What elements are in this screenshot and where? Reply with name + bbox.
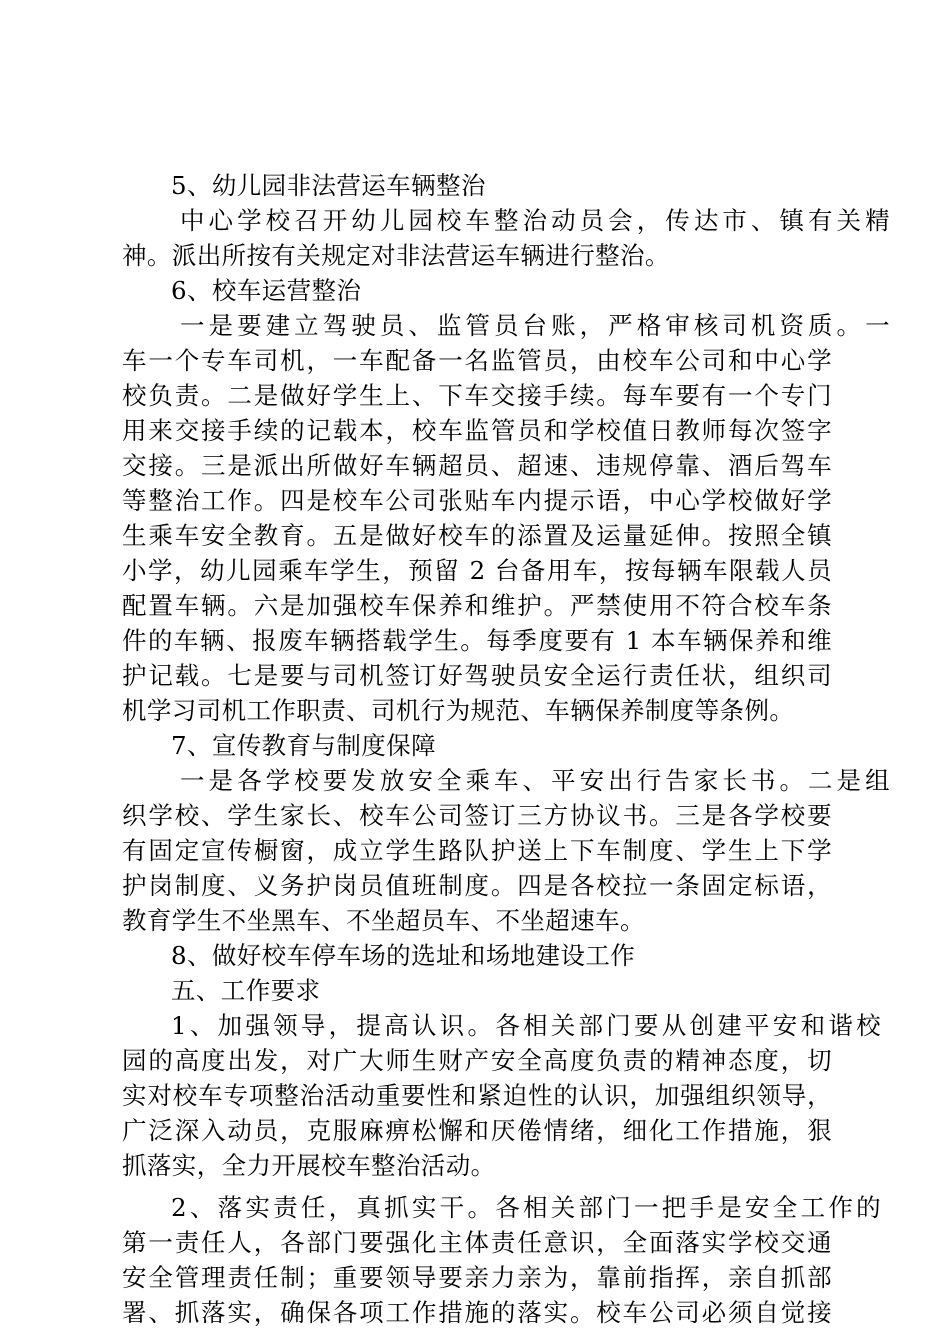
- paragraph-line: 中心学校召开幼儿园校车整治动员会，传达市、镇有关精: [180, 206, 890, 235]
- paragraph-line: 广泛深入动员，克服麻痹松懈和厌倦情绪，细化工作措施，狠: [122, 1116, 832, 1145]
- paragraph-line: 护岗制度、义务护岗员值班制度。四是各校拉一条固定标语，: [122, 871, 832, 900]
- paragraph-line: 2、落实责任，真抓实干。各相关部门一把手是安全工作的: [171, 1193, 881, 1222]
- paragraph-line: 署、抓落实，确保各项工作措施的落实。校车公司必须自觉接: [122, 1298, 832, 1327]
- heading-8: 8、做好校车停车场的选址和场地建设工作: [171, 941, 636, 970]
- heading-7: 7、宣传教育与制度保障: [171, 731, 436, 760]
- heading-6: 6、校车运营整治: [171, 276, 362, 305]
- paragraph-line: 园的高度出发，对广大师生财产安全高度负责的精神态度，切: [122, 1046, 832, 1075]
- paragraph-line: 一是要建立驾驶员、监管员台账，严格审核司机资质。一: [180, 311, 890, 340]
- heading-5: 5、幼儿园非法营运车辆整治: [171, 171, 486, 200]
- paragraph-line: 等整治工作。四是校车公司张贴车内提示语，中心学校做好学: [122, 486, 832, 515]
- paragraph-line: 件的车辆、报废车辆搭载学生。每季度要有 1 本车辆保养和维: [122, 626, 832, 655]
- section-heading-work-requirements: 五、工作要求: [171, 976, 321, 1005]
- paragraph-line: 有固定宣传橱窗，成立学生路队护送上下车制度、学生上下学: [122, 836, 832, 865]
- paragraph-line: 校负责。二是做好学生上、下车交接手续。每车要有一个专门: [122, 381, 832, 410]
- paragraph-line: 生乘车安全教育。五是做好校车的添置及运量延伸。按照全镇: [122, 521, 832, 550]
- paragraph-line: 1、加强领导，提高认识。各相关部门要从创建平安和谐校: [171, 1011, 881, 1040]
- paragraph-line: 一是各学校要发放安全乘车、平安出行告家长书。二是组: [180, 766, 890, 795]
- paragraph-line: 抓落实，全力开展校车整治活动。: [122, 1151, 496, 1180]
- paragraph-line: 安全管理责任制；重要领导要亲力亲为，靠前指挥，亲自抓部: [122, 1263, 832, 1292]
- paragraph-line: 第一责任人，各部门要强化主体责任意识，全面落实学校交通: [122, 1228, 832, 1257]
- paragraph-line: 神。派出所按有关规定对非法营运车辆进行整治。: [122, 241, 670, 270]
- paragraph-line: 教育学生不坐黑车、不坐超员车、不坐超速车。: [122, 906, 645, 935]
- paragraph-line: 配置车辆。六是加强校车保养和维护。严禁使用不符合校车条: [122, 591, 832, 620]
- paragraph-line: 车一个专车司机，一车配备一名监管员，由校车公司和中心学: [122, 346, 832, 375]
- paragraph-line: 织学校、学生家长、校车公司签订三方协议书。三是各学校要: [122, 801, 832, 830]
- paragraph-line: 用来交接手续的记载本，校车监管员和学校值日教师每次签字: [122, 416, 832, 445]
- paragraph-line: 小学，幼儿园乘车学生，预留 2 台备用车，按每辆车限载人员: [122, 556, 832, 585]
- paragraph-line: 实对校车专项整治活动重要性和紧迫性的认识，加强组织领导，: [122, 1081, 832, 1110]
- paragraph-line: 机学习司机工作职责、司机行为规范、车辆保养制度等条例。: [122, 696, 795, 725]
- paragraph-line: 交接。三是派出所做好车辆超员、超速、违规停靠、酒后驾车: [122, 451, 832, 480]
- paragraph-line: 护记载。七是要与司机签订好驾驶员安全运行责任状，组织司: [122, 661, 832, 690]
